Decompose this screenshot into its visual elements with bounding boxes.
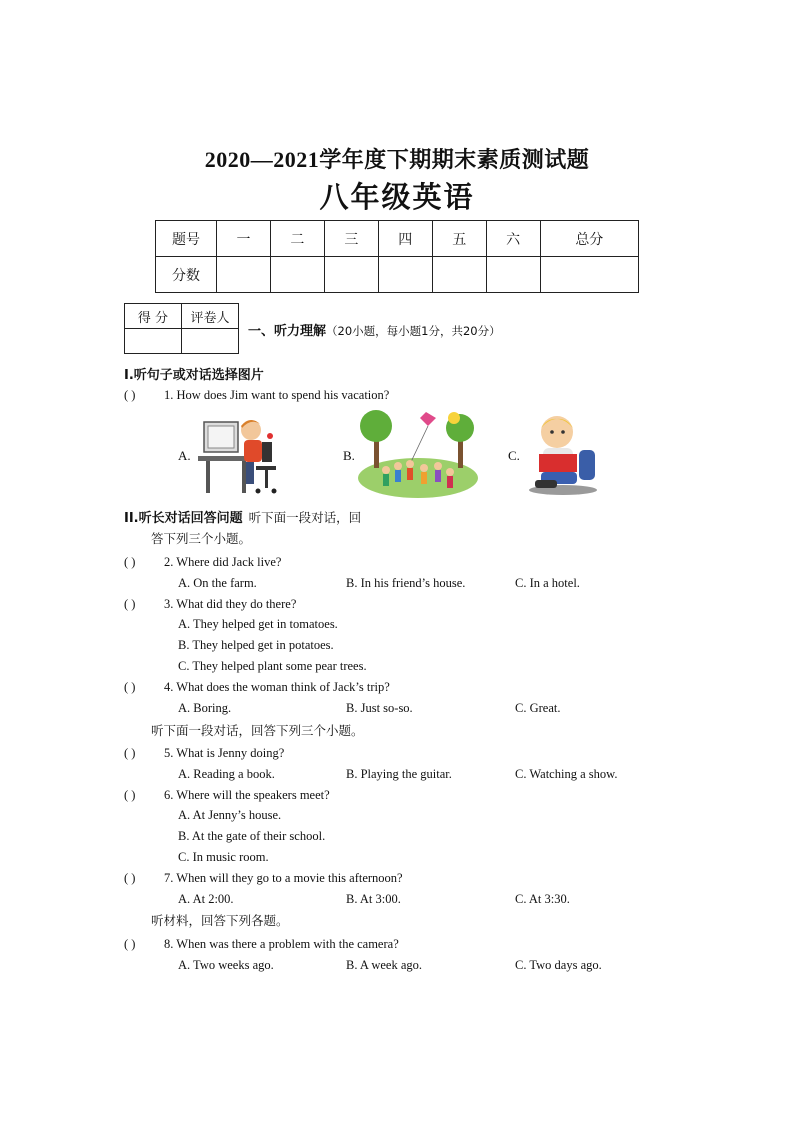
score-table — [155, 220, 639, 293]
answer-blank[interactable]: ( ) — [124, 746, 136, 760]
question-1 — [124, 388, 389, 403]
grader-score-input[interactable] — [125, 329, 182, 354]
part2-intro-cont: 答下列三个小题。 — [151, 531, 252, 546]
question-7 — [124, 871, 403, 886]
answer-blank[interactable]: ( ) — [124, 788, 136, 802]
option-c[interactable]: C. In music room. — [178, 850, 269, 864]
part2-heading — [124, 507, 361, 527]
answer-blank[interactable]: ( ) — [124, 555, 136, 569]
option-c[interactable]: C. Great. — [515, 701, 561, 715]
question-text: 6. Where will the speakers meet? — [164, 788, 330, 802]
question-text: 1. How does Jim want to spend his vacation? — [164, 388, 390, 402]
exam-title: 2020—2021学年度下期期末素质测试题 — [204, 147, 590, 172]
score-cell: 四 — [378, 221, 432, 257]
score-cell: 题号 — [156, 221, 217, 257]
score-cell: 分数 — [156, 257, 217, 293]
score-cell: 六 — [486, 221, 540, 257]
part1-title: I.听句子或对话选择图片 — [124, 368, 264, 383]
score-table-value-row — [156, 257, 639, 293]
option-a[interactable]: A. At Jenny’s house. — [178, 808, 282, 822]
option-b[interactable]: B. Just so-so. — [346, 701, 413, 715]
question-4 — [124, 680, 390, 695]
section-note: （20小题，每小题1分，共20分） — [326, 324, 501, 338]
option-c[interactable]: C. At 3:30. — [515, 892, 570, 906]
part2-title: II.听长对话回答问题 — [124, 511, 243, 526]
score-cell: 一 — [217, 221, 271, 257]
option-c[interactable]: C. Two days ago. — [515, 958, 602, 972]
answer-blank[interactable]: ( ) — [124, 388, 136, 402]
option-a[interactable]: A. Reading a book. — [178, 767, 275, 781]
option-b[interactable]: B. At the gate of their school. — [178, 829, 326, 843]
grader-name-label: 评卷人 — [182, 304, 239, 329]
option-b-label[interactable]: B. — [343, 448, 355, 463]
option-a-label[interactable]: A. — [178, 448, 191, 463]
part2-intro: 听下面一段对话，回 — [248, 510, 362, 525]
section-heading — [248, 320, 501, 339]
score-cell: 五 — [432, 221, 486, 257]
question-text: 2. Where did Jack live? — [164, 555, 282, 569]
option-c[interactable]: C. In a hotel. — [515, 576, 580, 590]
question-6 — [124, 788, 330, 803]
answer-blank[interactable]: ( ) — [124, 597, 136, 611]
grader-table — [124, 303, 239, 354]
answer-blank[interactable]: ( ) — [124, 937, 136, 951]
score-input-cell[interactable] — [486, 257, 540, 293]
score-cell: 二 — [270, 221, 324, 257]
question-8 — [124, 937, 399, 952]
kite-park-picture[interactable] — [358, 408, 480, 500]
question-text: 8. When was there a problem with the camera? — [164, 937, 399, 951]
grader-name-input[interactable] — [182, 329, 239, 354]
question-text: 3. What did they do there? — [164, 597, 297, 611]
option-b[interactable]: B. In his friend’s house. — [346, 576, 466, 590]
option-c-label[interactable]: C. — [508, 448, 520, 463]
option-a[interactable]: A. Two weeks ago. — [178, 958, 274, 972]
answer-blank[interactable]: ( ) — [124, 680, 136, 694]
option-a[interactable]: A. At 2:00. — [178, 892, 234, 906]
section-title: 一、听力理解 — [248, 324, 327, 339]
score-input-cell[interactable] — [270, 257, 324, 293]
question-text: 7. When will they go to a movie this afternoon? — [164, 871, 403, 885]
option-a[interactable]: A. Boring. — [178, 701, 232, 715]
option-a[interactable]: A. On the farm. — [178, 576, 257, 590]
score-input-cell[interactable] — [324, 257, 378, 293]
question-text: 5. What is Jenny doing? — [164, 746, 285, 760]
option-b[interactable]: B. At 3:00. — [346, 892, 401, 906]
answer-blank[interactable]: ( ) — [124, 871, 136, 885]
question-2 — [124, 555, 281, 570]
option-c[interactable]: C. They helped plant some pear trees. — [178, 659, 367, 673]
score-cell: 三 — [324, 221, 378, 257]
score-cell: 总分 — [540, 221, 638, 257]
score-input-cell[interactable] — [432, 257, 486, 293]
reading-boy-picture[interactable] — [527, 410, 599, 496]
option-b[interactable]: B. Playing the guitar. — [346, 767, 452, 781]
option-a[interactable]: A. They helped get in tomatoes. — [178, 617, 338, 631]
score-input-cell[interactable] — [378, 257, 432, 293]
question-5 — [124, 746, 284, 761]
question-text: 4. What does the woman think of Jack’s trip? — [164, 680, 390, 694]
question-3 — [124, 597, 296, 612]
option-b[interactable]: B. A week ago. — [346, 958, 423, 972]
score-input-cell[interactable] — [540, 257, 638, 293]
score-table-header-row — [156, 221, 639, 257]
computer-boy-picture[interactable] — [196, 412, 278, 496]
option-b[interactable]: B. They helped get in potatoes. — [178, 638, 334, 652]
subject-title: 八年级英语 — [319, 182, 475, 214]
grader-score-label: 得 分 — [125, 304, 182, 329]
option-c[interactable]: C. Watching a show. — [515, 767, 618, 781]
material-intro: 听材料，回答下列各题。 — [151, 913, 289, 928]
score-input-cell[interactable] — [217, 257, 271, 293]
dialogue-intro: 听下面一段对话，回答下列三个小题。 — [151, 723, 364, 738]
